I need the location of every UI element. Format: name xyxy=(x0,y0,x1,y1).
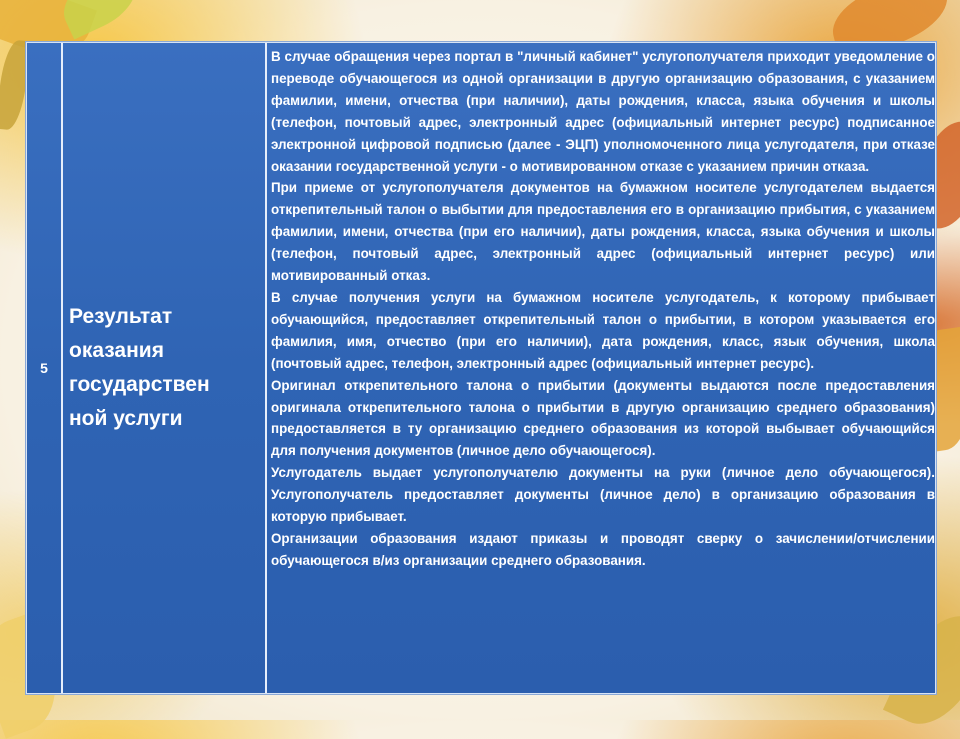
decor-leaf xyxy=(0,39,30,131)
row-number-cell xyxy=(27,43,63,693)
row-name-line: Результат xyxy=(69,305,173,328)
row-description-cell xyxy=(267,43,935,693)
description-paragraph: Организации образования издают приказы и проводят сверку о зачислении/отчислении обучающегося в/из организации среднего образования. xyxy=(271,530,935,568)
description-paragraph: Услугодатель выдает услугополучателю документы на руки (личное дело обучающегося). Услугополучатель предоставляет документы (личное дело) в организацию образования в которую прибывает. xyxy=(271,465,935,525)
row-name-line: государствен xyxy=(69,373,210,396)
service-result-table xyxy=(27,43,935,693)
row-number: 5 xyxy=(40,360,48,376)
row-name-cell xyxy=(63,43,267,693)
description-paragraph: В случае получения услуги на бумажном носителе услугодатель, к которому прибывает обучающийся, предоставляет открепительный талон о прибытии, в котором указывается его фамилия, имя, отчество (при его наличии), дата рождения, класс, язык обучения, школа (почтовый адрес, телефон, электронный адрес (официальный интернет ресурс). xyxy=(271,289,935,371)
description-paragraph: В случае обращения через портал в "личный кабинет" услугополучателя приходит уведомление о переводе обучающегося из одной организации в другую организацию образования, с указанием фамилии, имени, отчества (при наличии), даты рождения, класса, языка обучения и школы (телефон, почтовый адрес, электронный адрес (официальный интернет ресурс) подписанное электронной цифровой подписью (далее - ЭЦП) уполномоченного лица услугодателя, при отказе оказании государственной услуги - о мотивированном отказе с указанием причин отказа. xyxy=(271,49,935,174)
description-paragraph: При приеме от услугополучателя документов на бумажном носителе услугодателем выдается открепительный талон о выбытии для предоставления его в организацию прибытия, с указанием фамилии, имени, отчества (при его наличии), даты рождения, класса, языка обучения и школы (телефон, почтовый адрес, электронный адрес (официальный интернет ресурс) или мотивированный отказ. xyxy=(271,180,935,284)
row-name xyxy=(69,300,210,436)
row-name-line: ной услуги xyxy=(69,407,183,430)
row-name-line: оказания xyxy=(69,339,164,362)
description-paragraph: Оригинал открепительного талона о прибытии (документы выдаются после предоставления оригинала открепительного талона о прибытии в другую организацию среднего образования) предоставляется в ту организацию среднего образования из которой выбывает обучающийся для получения документов (личное дело обучающегося). xyxy=(271,377,935,459)
